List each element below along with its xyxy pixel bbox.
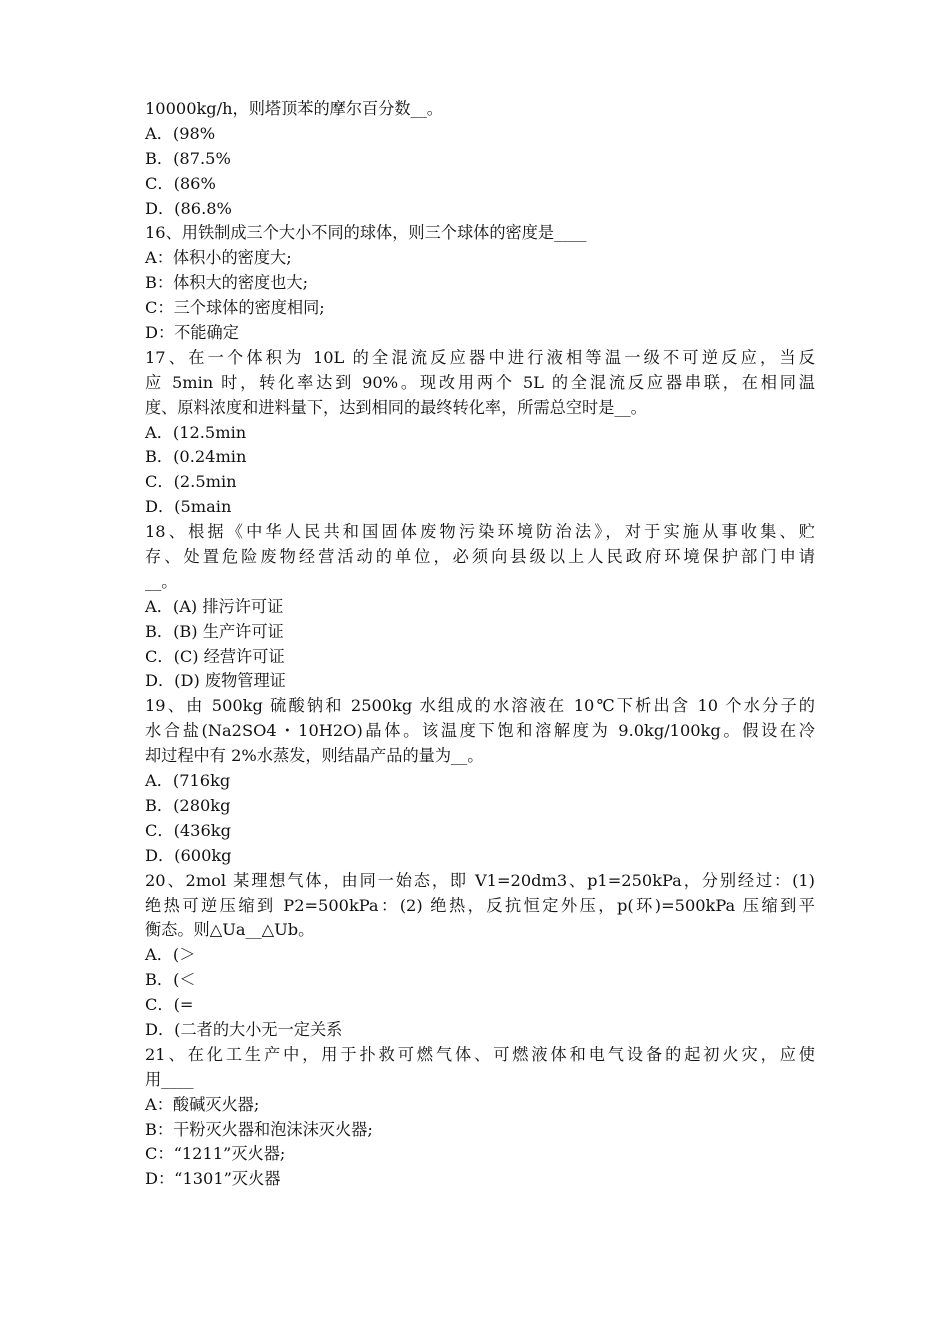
text-line: B：体积大的密度也大; xyxy=(145,273,309,293)
text-line: C．(C) 经营许可证 xyxy=(145,646,285,666)
text-line: A：体积小的密度大; xyxy=(145,248,292,268)
text-line: 用____ xyxy=(145,1069,194,1089)
text-line: 20、2mol 某理想气体，由同一始态，即 V1=20dm3、p1=250kPa，分别经过：(1) xyxy=(145,870,815,890)
text-line: A．(A) 排污许可证 xyxy=(145,596,284,616)
text-line: B．(B) 生产许可证 xyxy=(145,621,284,641)
text-line: 21、在化工生产中，用于扑救可燃气体、可燃液体和电气设备的起初火灾，应使 xyxy=(145,1044,815,1064)
text-line: 16、用铁制成三个大小不同的球体，则三个球体的密度是____ xyxy=(145,223,587,243)
text-line: D：“1301”灭火器 xyxy=(145,1169,281,1189)
text-line: B．(280kg xyxy=(145,795,231,815)
text-line: D．(二者的大小无一定关系 xyxy=(145,1019,343,1039)
text-line: B．(0.24min xyxy=(145,447,247,467)
text-line: D．(600kg xyxy=(145,845,232,865)
text-line: D．(86.8% xyxy=(145,198,232,218)
text-line: A：酸碱灭火器; xyxy=(145,1094,260,1114)
text-line: C：“1211”灭火器; xyxy=(145,1144,286,1164)
text-line: C．(= xyxy=(145,995,194,1015)
text-line: C：三个球体的密度相同; xyxy=(145,298,325,318)
text-line: 19、由 500kg 硫酸钠和 2500kg 水组成的水溶液在 10℃下析出含 10 个水分子的 xyxy=(145,696,815,716)
text-line: __。 xyxy=(145,571,178,591)
document-page xyxy=(145,97,815,1192)
text-line: B．(＜ xyxy=(145,970,196,990)
text-line: 水合盐(Na2SO4・10H2O)晶体。该温度下饱和溶解度为 9.0kg/100kg。假设在冷 xyxy=(145,721,815,741)
text-line: 绝热可逆压缩到 P2=500kPa：(2) 绝热，反抗恒定外压，p(环)=500kPa 压缩到平 xyxy=(145,895,815,915)
text-line: C．(436kg xyxy=(145,820,231,840)
text-line: A．(716kg xyxy=(145,771,231,791)
text-line: 存、处置危险废物经营活动的单位，必须向县级以上人民政府环境保护部门申请 xyxy=(145,547,815,567)
text-line: 17、在一个体积为 10L 的全混流反应器中进行液相等温一级不可逆反应，当反 xyxy=(145,347,815,367)
text-line: 却过程中有 2%水蒸发，则结晶产品的量为__。 xyxy=(145,746,484,766)
text-line: D．(5main xyxy=(145,497,232,517)
text-line: 应 5min 时，转化率达到 90%。现改用两个 5L 的全混流反应器串联，在相同温 xyxy=(145,372,815,392)
text-line: 18、根据《中华人民共和国固体废物污染环境防治法》，对于实施从事收集、贮 xyxy=(145,522,815,542)
text-line: D．(D) 废物管理证 xyxy=(145,671,286,691)
text-line: A．(＞ xyxy=(145,945,196,965)
text-line: 衡态。则△Ua__△Ub。 xyxy=(145,920,315,940)
text-line: C．(2.5min xyxy=(145,472,237,492)
text-line: A．(12.5min xyxy=(145,422,247,442)
text-line: B：干粉灭火器和泡沫沫灭火器; xyxy=(145,1119,373,1139)
text-line: 10000kg/h，则塔顶苯的摩尔百分数__。 xyxy=(145,99,443,118)
text-line: 度、原料浓度和进料量下，达到相同的最终转化率，所需总空时是__。 xyxy=(145,397,647,417)
text-line: A．(98% xyxy=(145,123,216,143)
text-line: C．(86% xyxy=(145,173,216,193)
text-line: D：不能确定 xyxy=(145,323,239,343)
text-line: B．(87.5% xyxy=(145,148,231,168)
